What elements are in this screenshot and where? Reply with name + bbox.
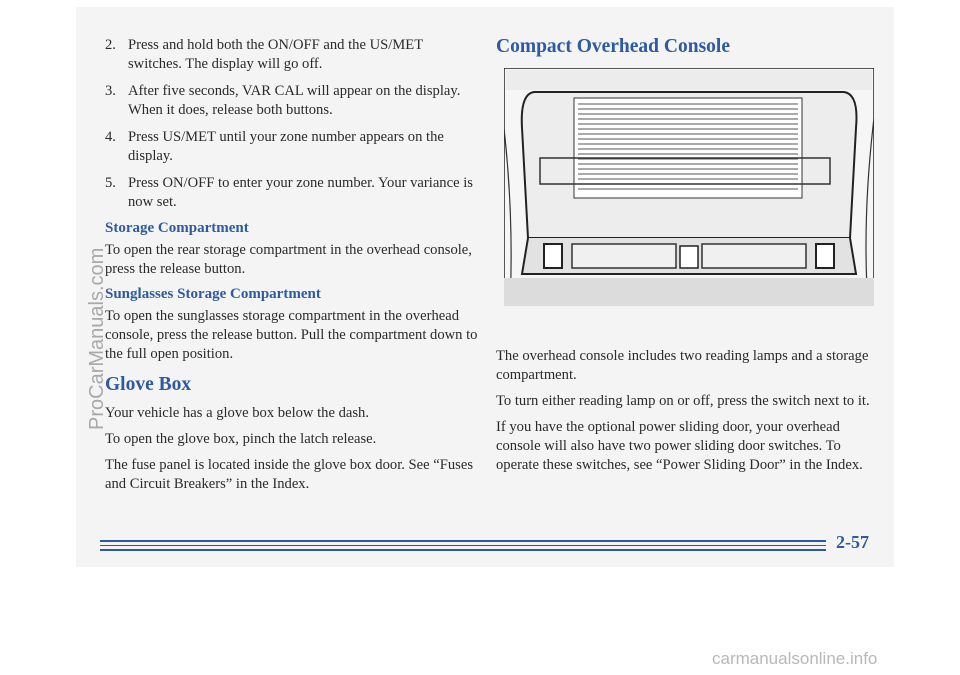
overhead-console-paragraph-3: If you have the optional power sliding door, your overhead console will also have two power sliding door switches. To operate these switches, see “Power Sliding Door” in the Index. — [496, 419, 863, 473]
glove-box-paragraph-2: To open the glove box, pinch the latch release. — [105, 431, 377, 447]
watermark-procarmanuals: ProCarManuals.com — [86, 247, 108, 430]
storage-compartment-heading: Storage Compartment — [105, 220, 249, 236]
glove-box-heading: Glove Box — [105, 374, 192, 395]
step-3: 3. After five seconds, VAR CAL will appear on the display. When it does, release both buttons. — [105, 83, 461, 118]
left-column — [105, 36, 480, 501]
overhead-console-illustration — [504, 68, 874, 306]
storage-compartment-text: To open the rear storage compartment in the overhead console, press the release button. — [105, 242, 472, 277]
overhead-console-paragraph-2: To turn either reading lamp on or off, press the switch next to it. — [496, 393, 870, 409]
step-2: 2. Press and hold both the ON/OFF and the US/MET switches. The display will go off. — [105, 37, 423, 72]
page-number: 2-57 — [836, 532, 869, 552]
sunglasses-compartment-text: To open the sunglasses storage compartment in the overhead console, press the release button. Pull the compartment down to the full open position. — [105, 308, 478, 362]
step-4: 4. Press US/MET until your zone number appears on the display. — [105, 129, 444, 164]
overhead-console-heading: Compact Overhead Console — [496, 36, 730, 57]
glove-box-paragraph-3: The fuse panel is located inside the glove box door. See “Fuses and Circuit Breakers” in the Index. — [105, 457, 474, 492]
footer-rule — [100, 540, 826, 554]
watermark-carmanualsonline: carmanualsonline.info — [712, 649, 878, 668]
overhead-console-paragraph-1: The overhead console includes two reading lamps and a storage compartment. — [496, 348, 869, 383]
sunglasses-compartment-heading: Sunglasses Storage Compartment — [105, 286, 321, 302]
right-column — [496, 36, 886, 482]
glove-box-paragraph-1: Your vehicle has a glove box below the dash. — [105, 405, 369, 421]
step-5: 5. Press ON/OFF to enter your zone number. Your variance is now set. — [105, 175, 473, 210]
